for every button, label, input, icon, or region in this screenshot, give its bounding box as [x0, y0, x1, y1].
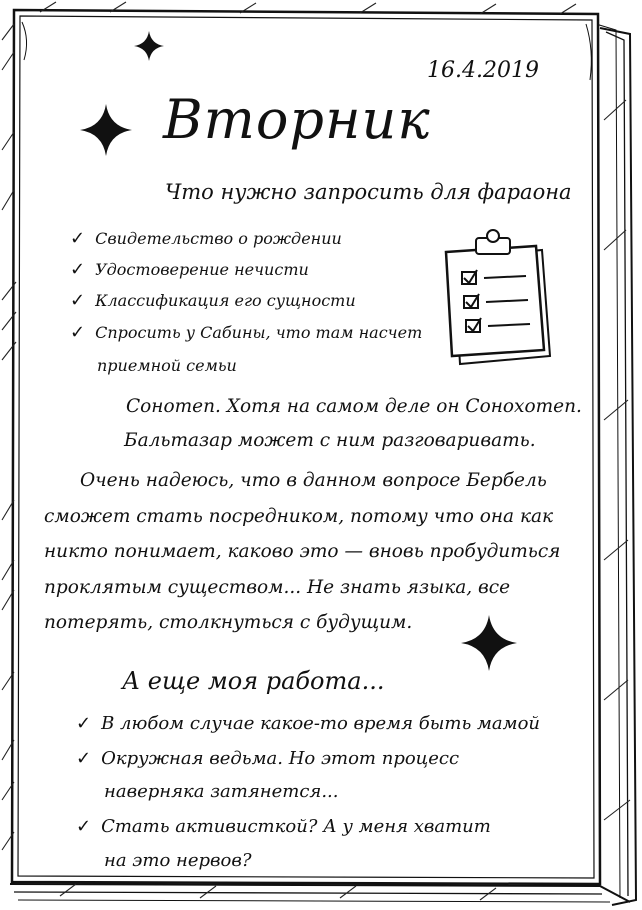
work-item: [76, 816, 491, 837]
body-line: Сонотеп. Хотя на самом деле он Сонохотеп.: [126, 396, 582, 417]
check-icon: ✓: [76, 713, 92, 734]
work-item-text: Окружная ведьма. Но этот процесс: [101, 748, 460, 769]
request-item: [70, 259, 309, 280]
page-title: Вторник: [163, 88, 431, 151]
check-icon: ✓: [70, 290, 86, 311]
body-line: проклятым существом... Не знать языка, все: [44, 577, 511, 598]
clipboard-checklist-icon: [440, 228, 556, 368]
request-item-text: Удостоверение нечисти: [95, 260, 309, 279]
request-item-text: Классификация его сущности: [95, 291, 356, 310]
work-item-continuation: наверняка затянется...: [104, 781, 339, 802]
request-item: [70, 290, 356, 311]
sparkle-icon: [461, 615, 517, 671]
request-heading: Что нужно запросить для фараона: [165, 180, 572, 204]
work-item: [76, 713, 540, 734]
request-item-text: Свидетельство о рождении: [95, 229, 342, 248]
body-line: никто понимает, каково это — вновь пробудиться: [44, 541, 561, 562]
check-icon: ✓: [70, 228, 86, 249]
check-icon: ✓: [70, 322, 86, 343]
request-item: [70, 322, 422, 343]
work-heading: А еще моя работа...: [122, 667, 385, 695]
request-item-continuation: приемной семьи: [97, 356, 237, 375]
sparkle-icon: [134, 31, 164, 61]
check-icon: ✓: [70, 259, 86, 280]
work-item-text: В любом случае какое-то время быть мамой: [101, 713, 540, 734]
work-item: [76, 748, 459, 769]
work-item-text: Стать активисткой? А у меня хватит: [101, 816, 491, 837]
request-item-text: Спросить у Сабины, что там насчет: [95, 323, 423, 342]
work-item-continuation: на это нервов?: [104, 850, 252, 871]
request-item: [70, 228, 342, 249]
diary-date: 16.4.2019: [427, 58, 539, 83]
body-line: сможет стать посредником, потому что она как: [44, 506, 554, 527]
check-icon: ✓: [76, 816, 92, 837]
body-line: потерять, столкнуться с будущим.: [44, 612, 413, 633]
body-line: Бальтазар может с ним разговаривать.: [124, 430, 536, 451]
body-line: Очень надеюсь, что в данном вопросе Бербель: [80, 470, 547, 491]
check-icon: ✓: [76, 748, 92, 769]
sparkle-icon: [80, 104, 132, 156]
